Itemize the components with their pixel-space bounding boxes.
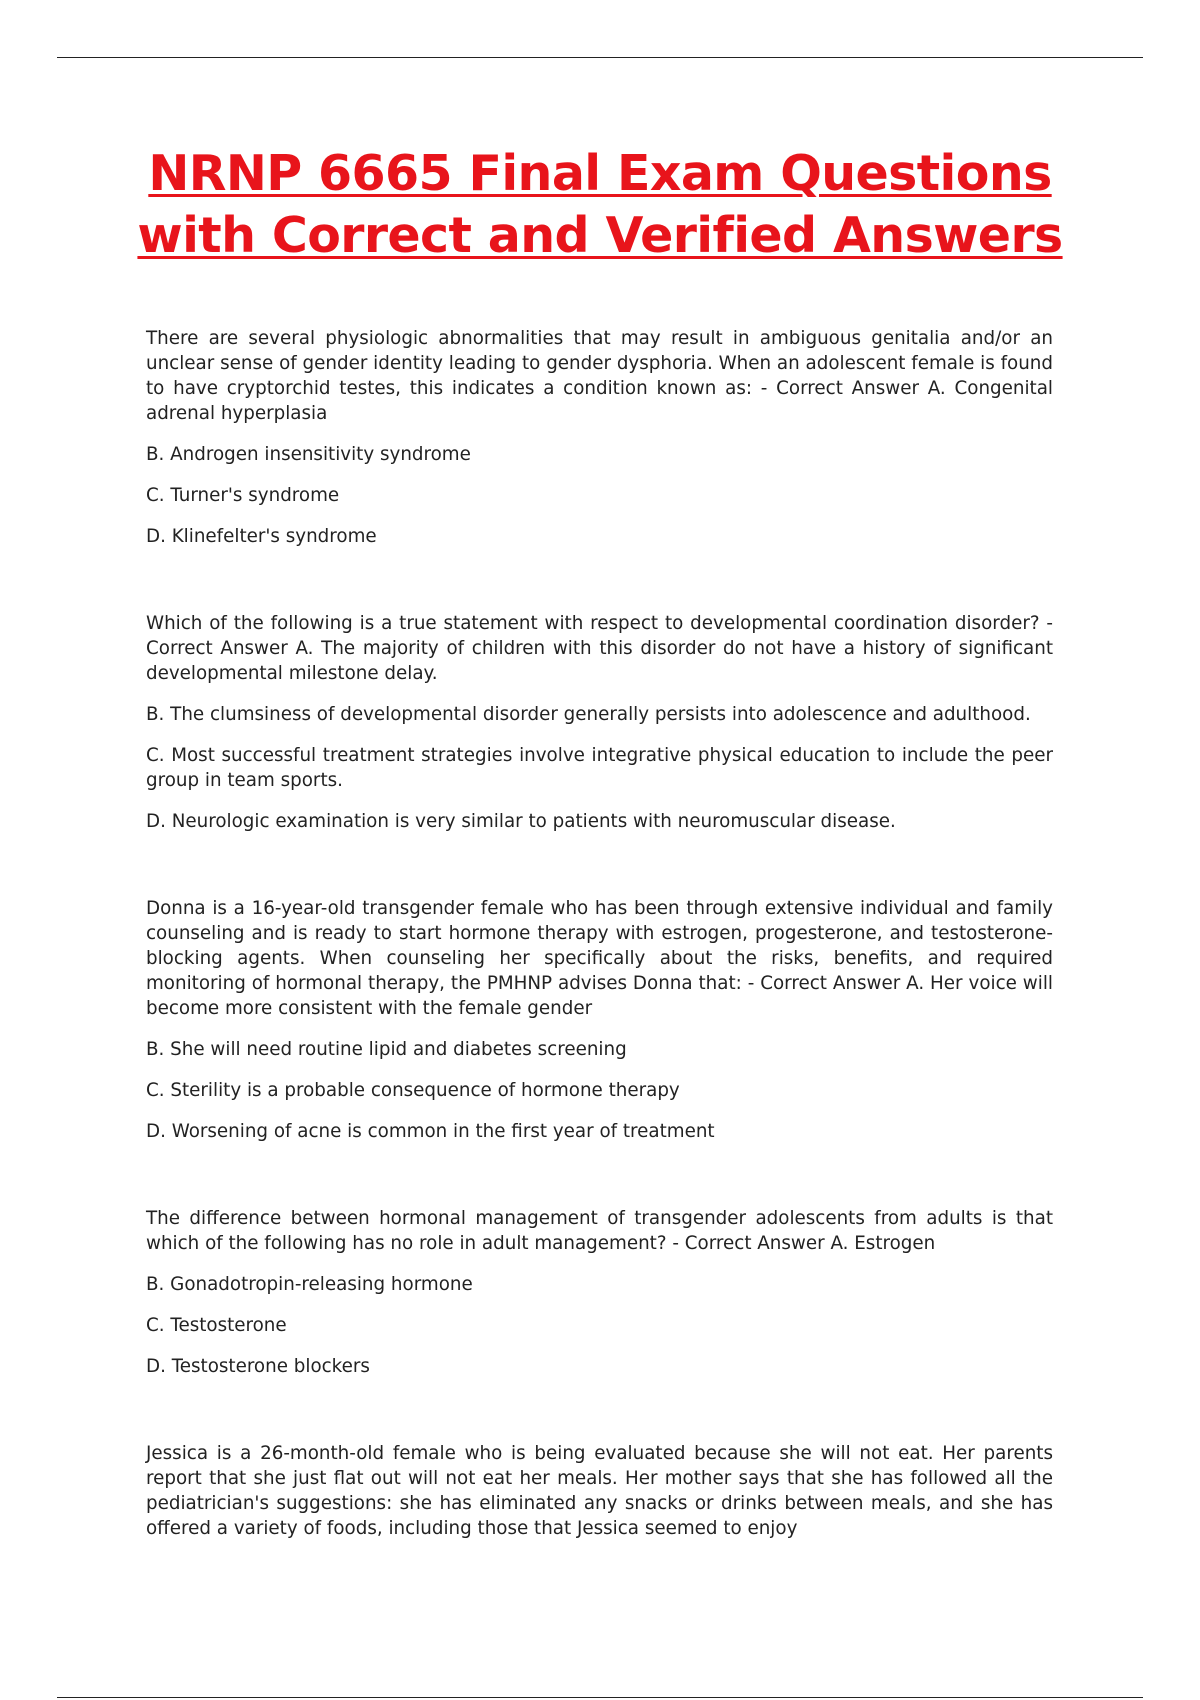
title-line-1: NRNP 6665 Final Exam Questions — [148, 145, 1052, 202]
question-text: There are several physiologic abnormalities that may result in ambiguous genitalia and/or an unclear sense of gender identity leading to gender dysphoria. When an adolescent female is found to have cryptorchid testes, this indicates a condition known as: - Correct Answer A. Congenital adrenal hyperplasia — [146, 328, 1053, 424]
answer-option: C. Turner's syndrome — [146, 485, 340, 506]
top-rule — [57, 57, 1143, 58]
answer-option: B. Gonadotropin-releasing hormone — [146, 1274, 473, 1295]
page-title — [100, 143, 1100, 267]
answer-option: D. Testosterone blockers — [146, 1356, 370, 1377]
answer-option: C. Testosterone — [146, 1315, 287, 1336]
question-block-2 — [146, 611, 1053, 834]
question-text: Which of the following is a true statement with respect to developmental coordination disorder? - Correct Answer A. The majority of children with this disorder do not have a history of significant developmental milestone delay. — [146, 613, 1053, 684]
question-block-1 — [146, 326, 1053, 549]
question-list — [146, 326, 1053, 1557]
bottom-rule — [57, 1697, 1143, 1698]
answer-option: C. Sterility is a probable consequence of hormone therapy — [146, 1080, 680, 1101]
answer-option: D. Klinefelter's syndrome — [146, 526, 377, 547]
question-text: Jessica is a 26-month-old female who is being evaluated because she will not eat. Her parents report that she just flat out will not eat her meals. Her mother says that she has followed all the pediatrician's suggestions: she has eliminated any snacks or drinks between meals, and she has offered a variety of foods, including those that Jessica seemed to enjoy — [146, 1443, 1053, 1539]
question-text: Donna is a 16-year-old transgender female who has been through extensive individual and family counseling and is ready to start hormone therapy with estrogen, progesterone, and testosterone-blocking agents. When counseling her specifically about the risks, benefits, and required monitoring of hormonal therapy, the PMHNP advises Donna that: - Correct Answer A. Her voice will become more consistent with the female gender — [146, 898, 1053, 1019]
answer-option: C. Most successful treatment strategies involve integrative physical education to include the peer group in team sports. — [146, 745, 1053, 791]
question-block-4 — [146, 1206, 1053, 1379]
title-line-2: with Correct and Verified Answers — [137, 207, 1063, 264]
question-text: The difference between hormonal management of transgender adolescents from adults is that which of the following has no role in adult management? - Correct Answer A. Estrogen — [146, 1208, 1053, 1254]
answer-option: D. Neurologic examination is very similar to patients with neuromuscular disease. — [146, 811, 896, 832]
question-block-3 — [146, 896, 1053, 1144]
answer-option: B. The clumsiness of developmental disorder generally persists into adolescence and adulthood. — [146, 704, 1031, 725]
answer-option: B. Androgen insensitivity syndrome — [146, 444, 471, 465]
answer-option: B. She will need routine lipid and diabetes screening — [146, 1039, 627, 1060]
question-block-5 — [146, 1441, 1053, 1541]
answer-option: D. Worsening of acne is common in the first year of treatment — [146, 1121, 715, 1142]
